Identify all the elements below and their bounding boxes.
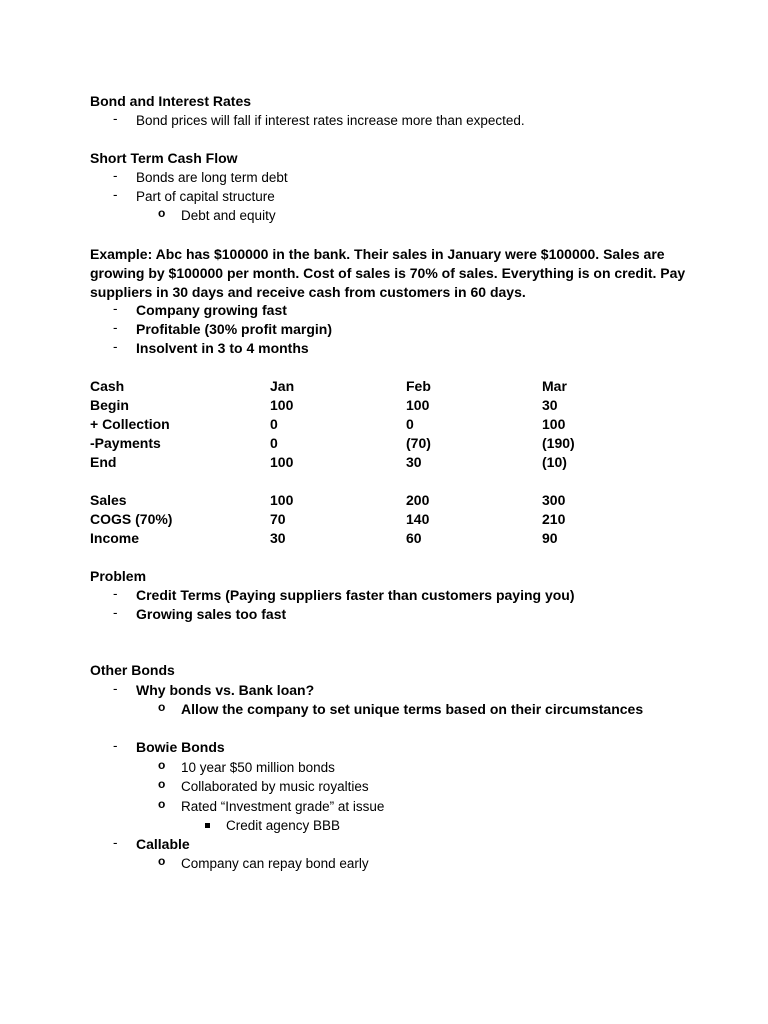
example-paragraph-line: growing by $100000 per month. Cost of sales is 70% of sales. Everything is on credit. Pay — [90, 265, 686, 281]
sub-list-item: Company can repay bond early — [181, 856, 369, 871]
list-item: Credit Terms (Paying suppliers faster than customers paying you) — [136, 587, 575, 603]
table-cell: (70) — [406, 435, 431, 451]
sub-list-item: 10 year $50 million bonds — [181, 760, 335, 775]
list-item: Bond prices will fall if interest rates increase more than expected. — [136, 113, 525, 128]
table-cell: 200 — [406, 492, 430, 508]
table-cell: 100 — [270, 397, 294, 413]
table-cell: 30 — [542, 397, 558, 413]
table-cell: 30 — [406, 454, 422, 470]
list-item: Bonds are long term debt — [136, 170, 288, 185]
list-item: Bowie Bonds — [136, 739, 225, 755]
table-cell: (190) — [542, 435, 575, 451]
table-cell: 100 — [542, 416, 566, 432]
table-cell: -Payments — [90, 435, 161, 451]
circle-bullet: o — [158, 700, 166, 714]
table-cell: 100 — [406, 397, 430, 413]
circle-bullet: o — [158, 777, 166, 791]
sub-list-item: Rated “Investment grade” at issue — [181, 799, 385, 814]
dash-bullet: - — [113, 111, 118, 126]
circle-bullet: o — [158, 758, 166, 772]
table-cell: 60 — [406, 530, 422, 546]
circle-bullet: o — [158, 797, 166, 811]
table-cell: 30 — [270, 530, 286, 546]
table-cell: Sales — [90, 492, 127, 508]
dash-bullet: - — [113, 681, 118, 696]
table-cell: 0 — [270, 435, 278, 451]
table-cell: + Collection — [90, 416, 170, 432]
table-cell: 0 — [406, 416, 414, 432]
list-item: Part of capital structure — [136, 189, 275, 204]
dash-bullet: - — [113, 605, 118, 620]
list-item: Why bonds vs. Bank loan? — [136, 682, 315, 698]
table-header-cell: Cash — [90, 378, 125, 394]
dash-bullet: - — [113, 168, 118, 183]
table-cell: 0 — [270, 416, 278, 432]
sub-list-item: Collaborated by music royalties — [181, 779, 369, 794]
heading-bond-interest: Bond and Interest Rates — [90, 93, 252, 109]
circle-bullet: o — [158, 854, 166, 868]
dash-bullet: - — [113, 187, 118, 202]
dash-bullet: - — [113, 835, 118, 850]
table-header-cell: Jan — [270, 378, 295, 394]
table-cell: 300 — [542, 492, 566, 508]
heading-other-bonds: Other Bonds — [90, 662, 175, 678]
example-paragraph-line: Example: Abc has $100000 in the bank. Their sales in January were $100000. Sales are — [90, 246, 665, 262]
sub-sub-list-item: Credit agency BBB — [226, 818, 341, 833]
table-cell: 90 — [542, 530, 558, 546]
dash-bullet: - — [113, 738, 118, 753]
table-cell: 100 — [270, 492, 294, 508]
square-bullet — [205, 823, 210, 828]
table-cell: End — [90, 454, 117, 470]
table-cell: 210 — [542, 511, 566, 527]
dash-bullet: - — [113, 320, 118, 335]
table-header-cell: Feb — [406, 378, 431, 394]
list-item: Callable — [136, 836, 190, 852]
table-cell: 70 — [270, 511, 286, 527]
table-cell: (10) — [542, 454, 567, 470]
table-cell: COGS (70%) — [90, 511, 173, 527]
list-item: Growing sales too fast — [136, 606, 287, 622]
list-item: Company growing fast — [136, 302, 287, 318]
heading-short-term: Short Term Cash Flow — [90, 150, 238, 166]
table-cell: Income — [90, 530, 140, 546]
dash-bullet: - — [113, 339, 118, 354]
list-item: Profitable (30% profit margin) — [136, 321, 333, 337]
dash-bullet: - — [113, 301, 118, 316]
circle-bullet: o — [158, 206, 166, 220]
heading-problem: Problem — [90, 568, 147, 584]
sub-list-item: Debt and equity — [181, 208, 276, 223]
table-cell: Begin — [90, 397, 129, 413]
dash-bullet: - — [113, 586, 118, 601]
table-header-cell: Mar — [542, 378, 567, 394]
table-cell: 140 — [406, 511, 430, 527]
example-paragraph-line: suppliers in 30 days and receive cash from customers in 60 days. — [90, 284, 526, 300]
table-cell: 100 — [270, 454, 294, 470]
sub-list-item: Allow the company to set unique terms based on their circumstances — [181, 701, 644, 717]
list-item: Insolvent in 3 to 4 months — [136, 340, 309, 356]
